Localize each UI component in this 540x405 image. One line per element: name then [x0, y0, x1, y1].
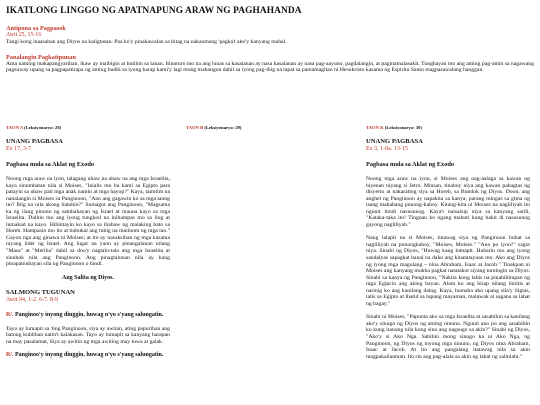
- response-label-2: R/.: [6, 352, 14, 359]
- psalm-a-stanza: Tayo ay lumapit sa 'ting Panginoon, siya ay awitan, ating papurihan ang batong kublihan natin't kalakasan. Tayo ay lumapit sa kanyang harapan na may pasalamat, Siya ay awitin ng mga awiting may tuwa at galak.: [6, 325, 170, 345]
- collect-text: Ama naming makapangyarihan, ikaw ay maibigin at butihin sa tanan. Itinuturo mo na ang lunas sa kasalanan ay nasa kasalanan ay nasa pag-aayuno, pagdalangin, at pagmamalasakit. Tunghayan mo ang aming pag-amin sa nagawang pagsuway upang sa pagpapatirapa ng aming budhi sa iyong harap kami'y lagi mong mabangon dahil sa iyong pag-ibig na tapat sa pamamagitan ni Hesukristo kasama ng Espiritu Santo magpasawalang hanggan.: [6, 60, 534, 74]
- antiphon-ref: Awit 25, 15-16: [6, 32, 42, 38]
- reading-k-paragraph-1: Noong mga araw na iyon, si Moises ang nag-aalaga sa kawan ng biyenan niyang si Jetro. Minsan, tinaboy niya ang kawan pabagtas ng disyerto at nakarating siya sa Horeb, sa Bundok ng Diyos. Doon, ang anghel ng Panginoon ay napakita sa kanya, parang mingas sa gitna ng isang mababang punong-kahoy. Kitang-kita ni Moises na nagliliyab ito ngunit hindi nasusunog. Kaya't naisaisip niya sa kanyang sarili, "Kataka-taka ito! Tingnan ko ngang mabuti kung bakit di nasusunog gayong nagliliyab.": [366, 176, 530, 228]
- column-k-header: [366, 125, 530, 130]
- antiphon-heading: Antipona sa Pagpasok: [6, 25, 66, 32]
- response-text-2: Panginoo'y inyong dinggin, huwag n'yo s'yang salungatin.: [15, 352, 164, 359]
- antiphon-section: [6, 25, 534, 46]
- column-year-b: [186, 125, 350, 138]
- column-k-label: TAON K: [366, 125, 384, 130]
- reading-k-subheading: Pagbasa mula sa Aklat ng Exodo: [366, 161, 455, 168]
- column-k-lect: (Leksiyonaryo: 30): [384, 125, 422, 130]
- column-b-label: TAON B: [186, 125, 204, 130]
- reading-k-ref: Ex 3, 1-8a. 13-15: [366, 146, 408, 152]
- reading-a-ref: Ex 17, 3-7: [6, 146, 32, 152]
- response-label: R/.: [6, 311, 14, 318]
- reading-a-text: Noong mga araw na iyon, talagang uhaw na uhaw na ang mga Israelita, kaya sinumbatan nila si Moises, "Inialis mo ba kami sa Egipto para patayin sa uhaw pati mga anak namin at mga hayop?" Kaya, taimtim na nanalangin si Moises sa Panginoon, "Ano ang gagawin ko sa mga taong ito? Ibig na nila akong batuhin?" Sumagot ang Panginoon, "Magsama ka ng ilang pinuno ng sambahayan ng Israel at mauna kayo sa mga Israelita. Dalhin mo ang iyong tungkod na inihampas mo sa ilog at lumakad na kayo. Hihintayin ko kayo sa ibabaw ng malaking bato sa Horeb. Hampasin mo ito at bubukal ang tubig na maiinom ng mga tao." Gayon nga ang ginawa ni Moises; at ito ay nasaksihan ng mga kasama niyang lider ng Israel. Ang lugar na yaon ay pinangalanan nilang "Masa" at "Meriba" dahil sa doo'y nagtalu-talo ang mga Israelita at sinubok nila ang Panginoon. Ang pinagtalunan nila ay kung pinapatnubayan sila ng Panginoon o hindi.: [6, 176, 170, 268]
- reading-a-subheading: Pagbasa mula sa Aklat ng Exodo: [6, 161, 95, 168]
- page-title: IKATLONG LINGGO NG APATNAPUNG ARAW NG PAGHAHANDA: [6, 6, 302, 16]
- reading-k-paragraph-3: Sinabi ni Moises, "Papunta ako sa mga Israelita at sasabihin sa kanilang ako'y sinugo ng Diyos ng aming ninuno. Ngunit ano po ang sasabihin ko kung itanong nila kung sino ang nagsugo sa akin?" Sinabi ng Diyos, "Ako'y si Ako Nga. Sabihin mong sinugo ka ni Ako Nga, ng Panginoon, ng Diyos ng inyong mga ninuno, ng Diyos nina Abraham, Isaac at Jacob. At ito ang pangalang itatawag nila sa akin magpakailanman. Ito rin ang pag-alala sa akin ng lahat ng salinlahi.": [366, 314, 530, 360]
- collect-section: [6, 54, 534, 74]
- column-b-lect: (Leksiyonaryo: 29): [204, 125, 242, 130]
- column-a-lect: (Leksiyonaryo: 28): [24, 125, 62, 130]
- column-year-a: [6, 125, 170, 366]
- column-b-header: [186, 125, 350, 130]
- psalm-a-title: SALMONG TUGUNAN: [6, 288, 75, 296]
- column-year-k: [366, 125, 530, 367]
- psalm-a-response-2: [6, 352, 170, 359]
- reading-a-title: UNANG PAGBASA: [6, 138, 63, 145]
- column-a-label: TAON A: [6, 125, 23, 130]
- psalm-a-response: [6, 312, 170, 319]
- acclamation-a: Ang Salita ng Diyos.: [61, 274, 114, 281]
- psalm-a-ref: Awit 94, 1-2. 6-7. 8-9: [6, 296, 58, 303]
- column-a-header: [6, 125, 170, 130]
- reading-k-paragraph-2: Nang lalapit na si Moises, tinawag siya ng Panginoon buhat sa nagliliyab na punongkahoy, "Moises, Moises." "Ano po iyon?" sagot niya. Sinabi ng Diyos, "Huwag kang lumapit. Hubarin mo ang iyong sandalyas sapagkat banal na dako ang kinatatayuan mo. Ako ang Diyos ng iyong mga magulang – nina Abraham, Isaac at Jacob." Tinakpan ni Moises ang kanyang mukha pagkat natatakot siyang tumingin sa Diyos. Sinabi sa kanya ng Panginoon, "Nakita kong labis na pinahihirapan ng mga Egipcio ang aking bayan. Alam ko ang hirap nilang tiniitis at narinig ko ang kanilang daing. Kaya, bumaba ako upang sila'y iligtas, ialis sa Egipto at ihatid sa lupang mayaman, malawak at sagana sa lahat ng bagay.": [366, 235, 530, 307]
- reading-k-title: UNANG PAGBASA: [366, 138, 423, 145]
- antiphon-text: Tangi kong inaasahan ang Diyos na kaligtasan. Paa ko'y pinakawalan sa bitag na nakaumang 'pagka't ako'y kanyang mahal.: [6, 39, 287, 45]
- collect-heading: Panalangin Pagkatipunan: [6, 53, 76, 61]
- response-text: Panginoo'y inyong dinggin, huwag n'yo s'yang salungatin.: [15, 311, 164, 318]
